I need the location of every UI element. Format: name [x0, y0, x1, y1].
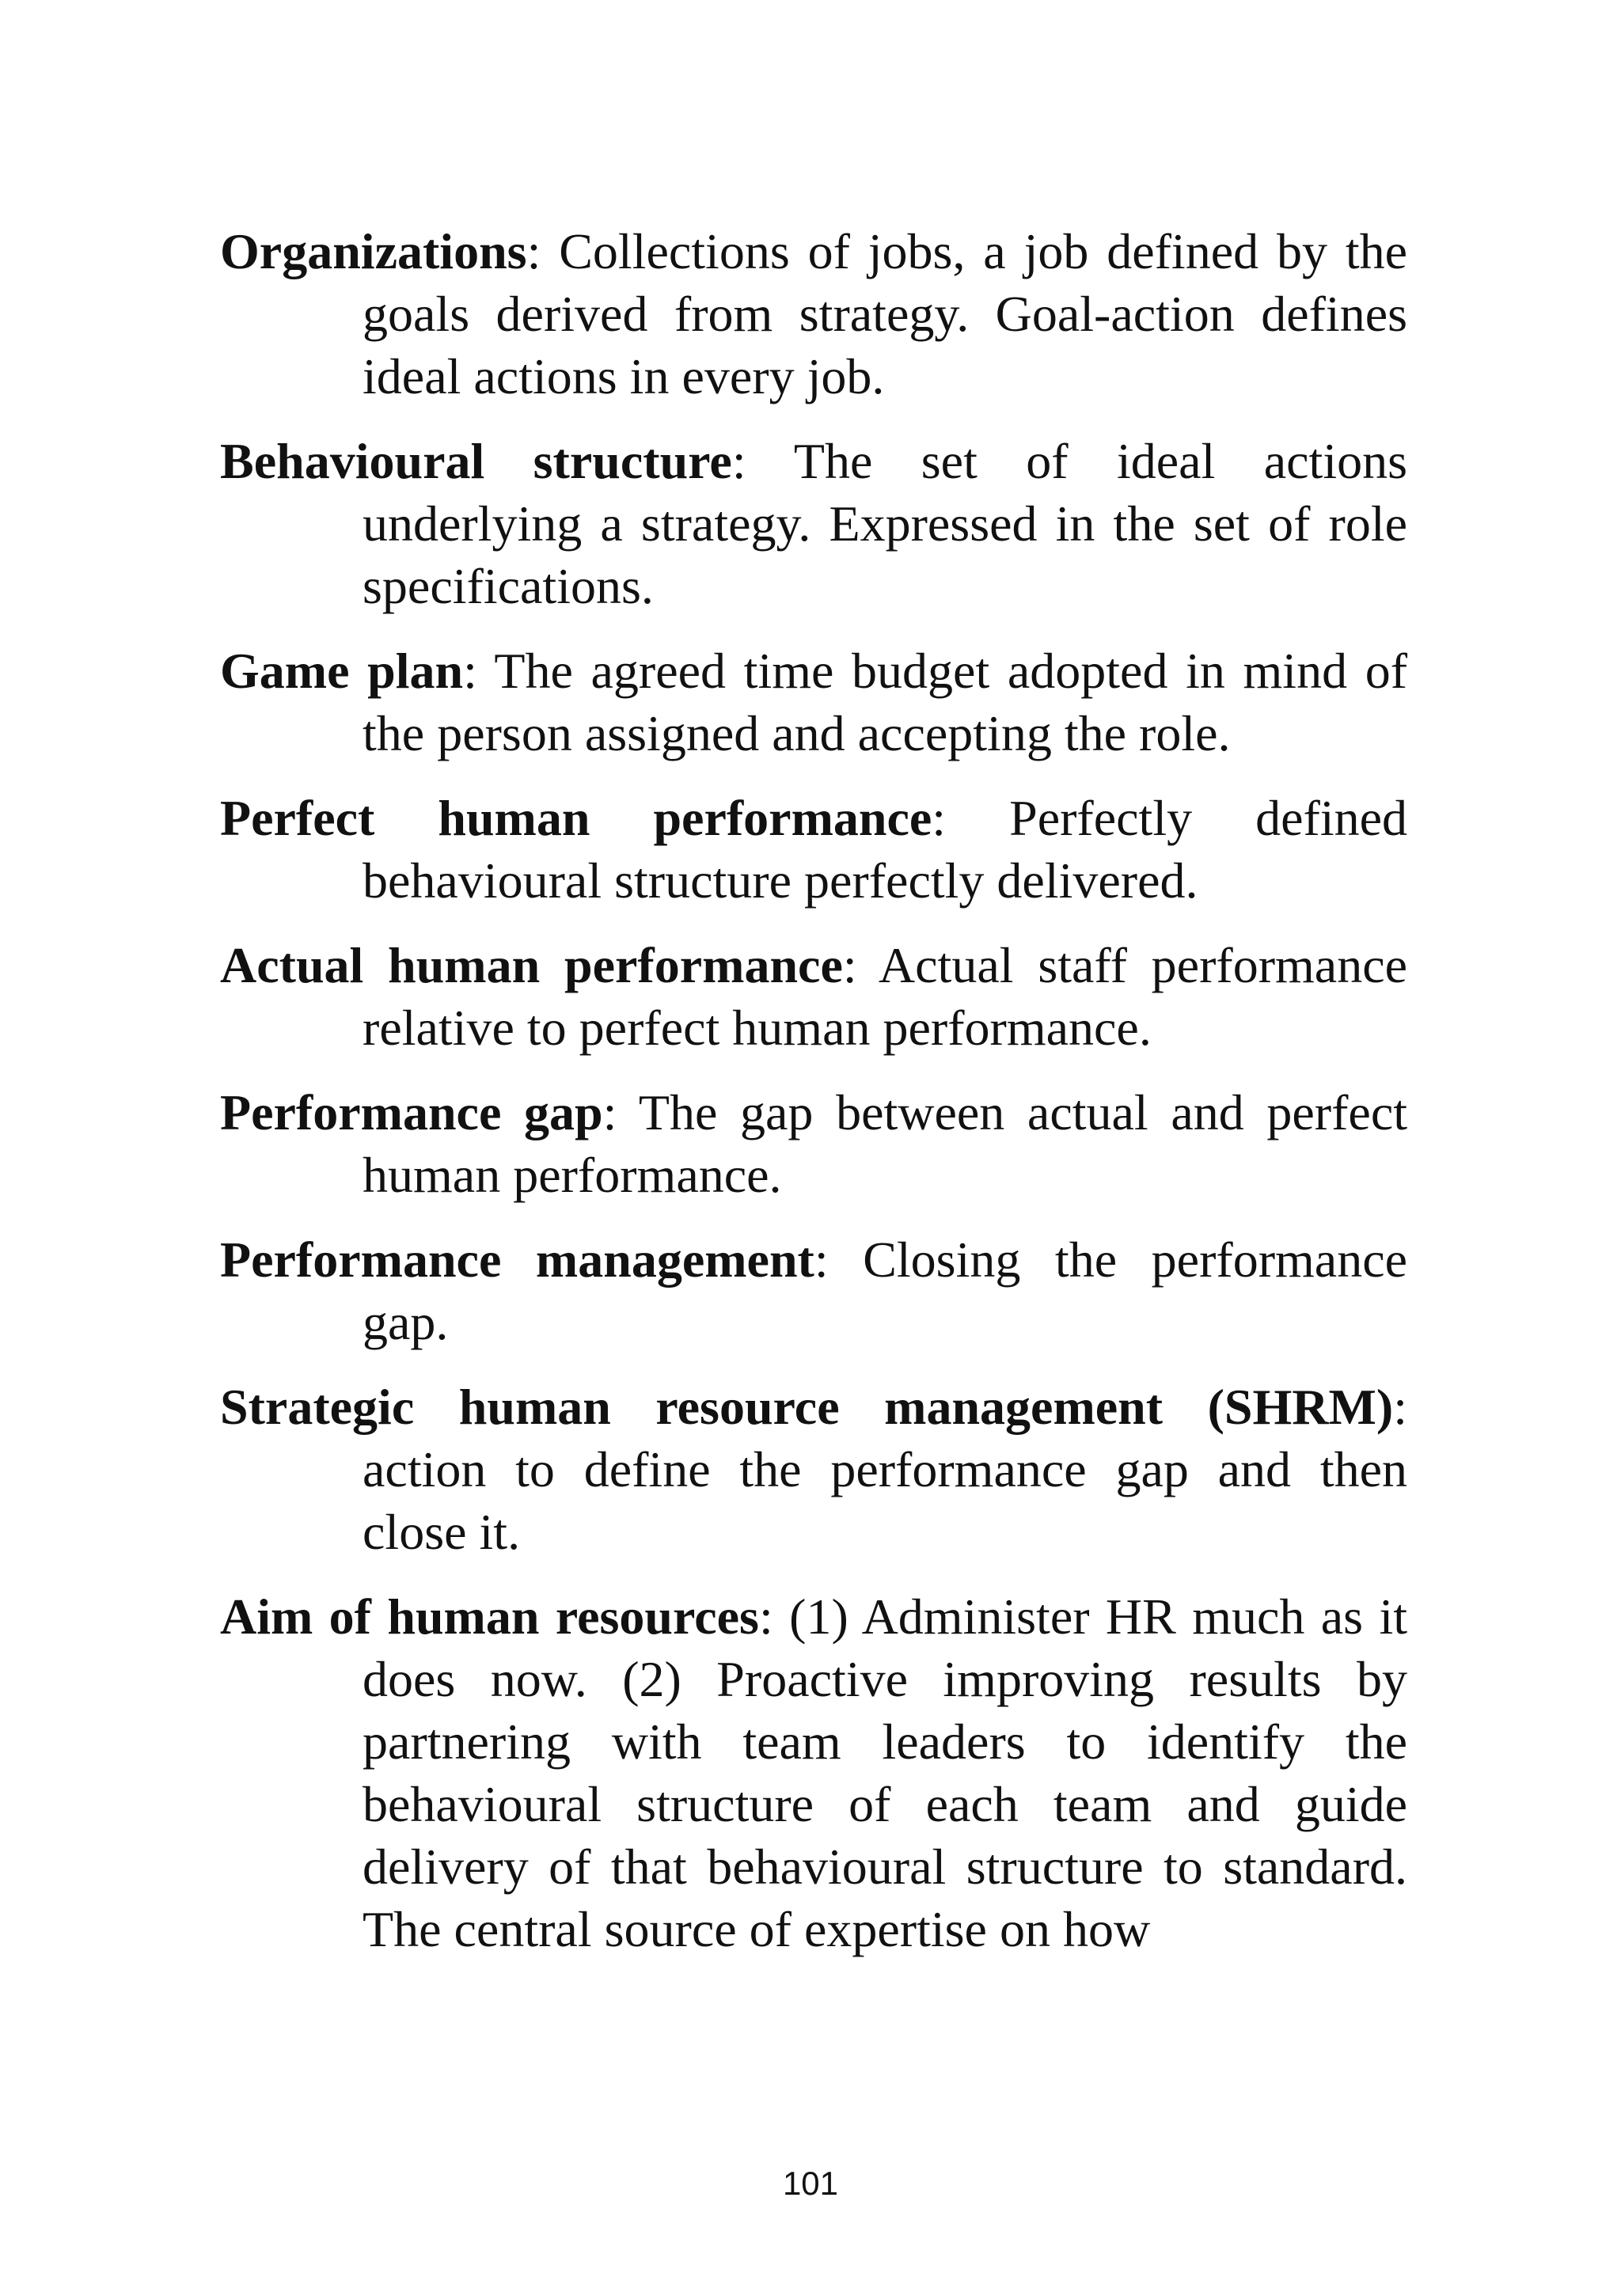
glossary-definition: Closing the performance gap. — [363, 1231, 1407, 1350]
glossary-entry-performance-gap: Performance gap: The gap between actual and perfect human performance. — [220, 1084, 1408, 1203]
glossary-definition: The gap between actual and perfect human performance. — [363, 1084, 1408, 1203]
glossary-term: Performance gap — [220, 1084, 603, 1140]
glossary-entry-organizations: Organizations: Collections of jobs, a job defined by the goals derived from strategy. Goal-action defines ideal actions in every job. — [220, 223, 1408, 404]
glossary-definition: Actual staff performance relative to perfect human performance. — [363, 937, 1408, 1056]
glossary-entry-aim-of-human-resources: Aim of human resources: (1) Administer HR much as it does now. (2) Proactive improving results by partnering with team leaders to identify the behavioural structure of each team and guide delivery of that behavioural structure to standard. The central source of expertise on how — [220, 1588, 1408, 1957]
glossary-entry-performance-management: Performance management: Closing the performance gap. — [220, 1231, 1407, 1350]
glossary-term: Perfect human performance — [220, 790, 932, 846]
glossary-entry-actual-human-performance: Actual human performance: Actual staff performance relative to perfect human performance. — [220, 937, 1408, 1056]
glossary-term: Performance management — [220, 1231, 814, 1288]
glossary-definition: (1) Administer HR much as it does now. (2) Proactive improving results by partnering with team leaders to identify the behavioural structure of each team and guide delivery of that behavioural structure to standard. The central source of expertise on how — [363, 1588, 1408, 1957]
glossary-entry-perfect-human-performance: Perfect human performance: Perfectly defined behavioural structure perfectly delivered. — [220, 790, 1408, 909]
glossary-term: Aim of human resources — [220, 1588, 759, 1645]
glossary-term: Organizations — [220, 223, 527, 279]
glossary-definition: Perfectly defined behavioural structure perfectly delivered. — [363, 790, 1408, 909]
glossary-term: Game plan — [220, 643, 464, 699]
glossary-entry-shrm: Strategic human resource management (SHRM): action to define the performance gap and then close it. — [220, 1379, 1407, 1560]
glossary-entry-behavioural-structure: Behavioural structure: The set of ideal actions underlying a strategy. Expressed in the set of role specifications. — [220, 433, 1408, 614]
glossary-entry-game-plan: Game plan: The agreed time budget adopted in mind of the person assigned and accepting the role. — [220, 643, 1408, 761]
glossary-term: Actual human performance — [220, 937, 843, 993]
glossary-definition: The agreed time budget adopted in mind of the person assigned and accepting the role. — [363, 643, 1408, 761]
glossary-list — [220, 220, 1407, 1983]
glossary-term: Behavioural structure — [220, 433, 732, 489]
glossary-definition: The set of ideal actions underlying a strategy. Expressed in the set of role specifications. — [363, 433, 1408, 614]
page-number: 101 — [782, 2165, 839, 2202]
glossary-definition: action to define the performance gap and then close it. — [363, 1441, 1407, 1560]
glossary-term: Strategic human resource management (SHRM) — [220, 1379, 1394, 1435]
glossary-definition: Collections of jobs, a job defined by the goals derived from strategy. Goal-action defines ideal actions in every job. — [363, 223, 1408, 404]
